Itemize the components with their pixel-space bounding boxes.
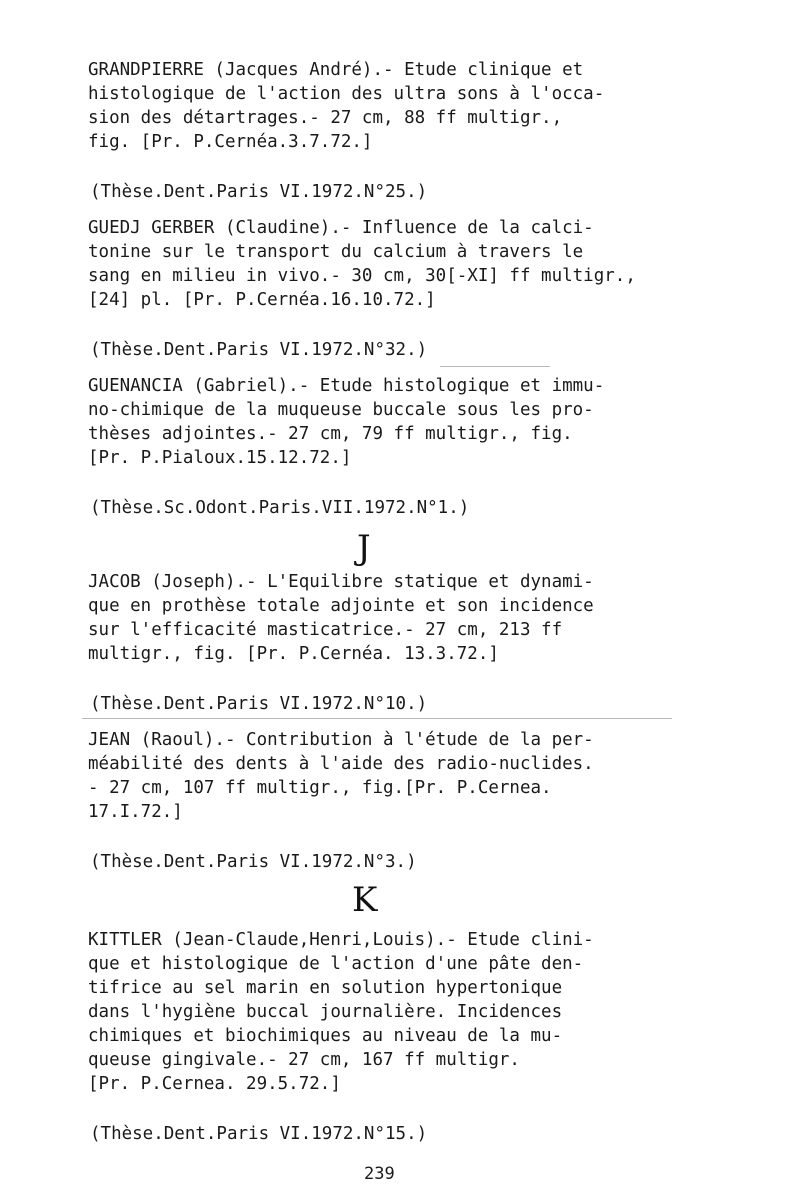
entry-line: sur l'efficacité masticatrice.- 27 cm, 213 ff: [88, 620, 563, 640]
entry-line: histologique de l'action des ultra sons à l'occa-: [88, 84, 605, 104]
bibliography-entry-guedj-gerber: [88, 216, 748, 312]
entry-line: méabilité des dents à l'aide des radio-nuclides.: [88, 754, 594, 774]
thesis-reference: (Thèse.Dent.Paris VI.1972.N°32.): [90, 340, 428, 360]
bibliography-entry-jacob: [88, 570, 748, 666]
bibliography-entry-grandpierre: [88, 58, 748, 154]
entry-line: [Pr. P.Cernea. 29.5.72.]: [88, 1074, 341, 1094]
bibliography-entry-jean: [88, 728, 748, 824]
thesis-reference: (Thèse.Dent.Paris VI.1972.N°3.): [90, 852, 417, 872]
section-letter-j: J: [357, 528, 371, 568]
thesis-reference: (Thèse.Sc.Odont.Paris.VII.1972.N°1.): [90, 498, 470, 518]
entry-line: - 27 cm, 107 ff multigr., fig.[Pr. P.Cernea.: [88, 778, 552, 798]
thesis-reference: (Thèse.Dent.Paris VI.1972.N°25.): [90, 182, 428, 202]
entry-line: tifrice au sel marin en solution hypertonique: [88, 978, 563, 998]
entry-line: sion des détartrages.- 27 cm, 88 ff multigr.,: [88, 108, 563, 128]
bibliography-entry-guenancia: [88, 374, 748, 470]
entry-line: thèses adjointes.- 27 cm, 79 ff multigr., fig.: [88, 424, 573, 444]
entry-line: que en prothèse totale adjointe et son incidence: [88, 596, 594, 616]
entry-line: dans l'hygiène buccal journalière. Incidences: [88, 1002, 563, 1022]
entry-line: GRANDPIERRE (Jacques André).- Etude clinique et: [88, 60, 584, 80]
entry-line: JACOB (Joseph).- L'Equilibre statique et dynami-: [88, 572, 594, 592]
entry-line: no-chimique de la muqueuse buccale sous les pro-: [88, 400, 594, 420]
section-letter-k: K: [352, 880, 378, 920]
entry-line: multigr., fig. [Pr. P.Cernéa. 13.3.72.]: [88, 644, 499, 664]
entry-line: JEAN (Raoul).- Contribution à l'étude de la per-: [88, 730, 594, 750]
entry-line: GUENANCIA (Gabriel).- Etude histologique et immu-: [88, 376, 605, 396]
entry-line: que et histologique de l'action d'une pâte den-: [88, 954, 584, 974]
thesis-reference: (Thèse.Dent.Paris VI.1972.N°15.): [90, 1124, 428, 1144]
entry-line: queuse gingivale.- 27 cm, 167 ff multigr.: [88, 1050, 520, 1070]
entry-line: fig. [Pr. P.Cernéa.3.7.72.]: [88, 132, 373, 152]
entry-line: tonine sur le transport du calcium à travers le: [88, 242, 584, 262]
entry-line: [Pr. P.Pialoux.15.12.72.]: [88, 448, 352, 468]
bibliography-entry-kittler: [88, 928, 748, 1096]
entry-line: sang en milieu in vivo.- 30 cm, 30[-XI] ff multigr.,: [88, 266, 636, 286]
thesis-reference: (Thèse.Dent.Paris VI.1972.N°10.): [90, 694, 428, 714]
entry-line: 17.I.72.]: [88, 802, 183, 822]
entry-line: [24] pl. [Pr. P.Cernéa.16.10.72.]: [88, 290, 436, 310]
entry-line: chimiques et biochimiques au niveau de la mu-: [88, 1026, 563, 1046]
entry-line: GUEDJ GERBER (Claudine).- Influence de la calci-: [88, 218, 594, 238]
divider-line: [82, 718, 672, 719]
entry-line: KITTLER (Jean-Claude,Henri,Louis).- Etude clini-: [88, 930, 594, 950]
divider-line: [440, 366, 550, 367]
page-number: 239: [364, 1164, 395, 1184]
